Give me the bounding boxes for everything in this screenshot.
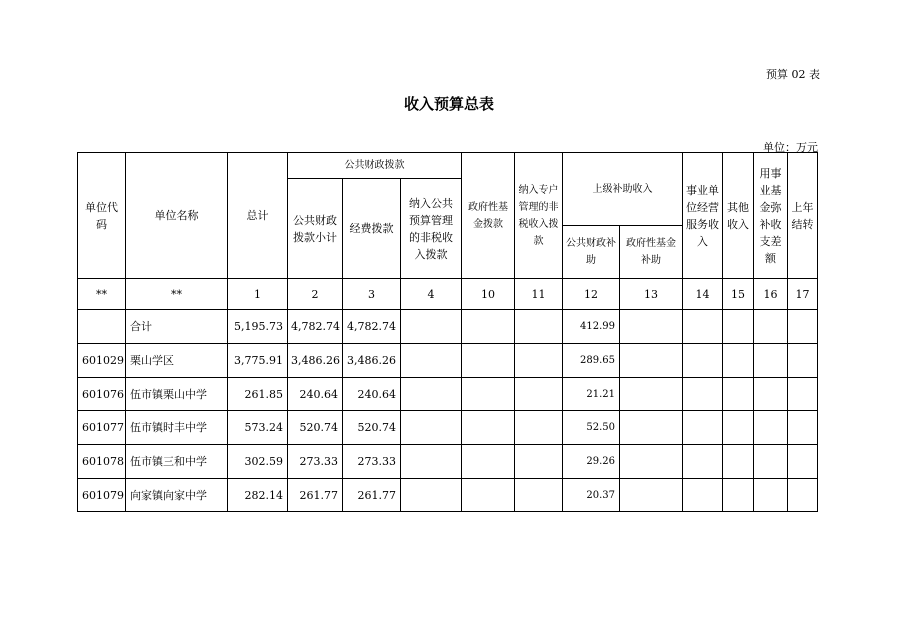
cell-service-income (683, 411, 723, 445)
index-cell: ** (126, 279, 228, 310)
cell-name: 伍市镇三和中学 (126, 445, 228, 479)
cell-carryover (788, 378, 818, 411)
table-row (78, 479, 818, 512)
cell-name: 栗山学区 (126, 344, 228, 378)
cell-name: 向家镇向家中学 (126, 479, 228, 512)
cell-upper-public: 21.21 (563, 378, 620, 411)
index-cell: 13 (620, 279, 683, 310)
cell-other-income (723, 344, 754, 378)
index-cell: 11 (515, 279, 563, 310)
cell-fund-balance (754, 479, 788, 512)
header-unit-name: 单位名称 (126, 153, 228, 279)
index-cell: 10 (462, 279, 515, 310)
cell-upper-gov-fund (620, 378, 683, 411)
cell-upper-gov-fund (620, 344, 683, 378)
cell-code (78, 310, 126, 344)
cell-gov-fund (462, 479, 515, 512)
cell-total: 3,775.91 (228, 344, 288, 378)
cell-code: 601078 (78, 445, 126, 479)
income-budget-table (77, 152, 818, 512)
cell-gov-fund (462, 445, 515, 479)
header-public-finance: 公共财政拨款 (288, 153, 462, 179)
index-cell: 15 (723, 279, 754, 310)
header-upper-subsidy: 上级补助收入 (563, 153, 683, 226)
cell-non-tax (401, 445, 462, 479)
cell-special-non-tax (515, 378, 563, 411)
cell-name: 合计 (126, 310, 228, 344)
form-number: 预算 02 表 (766, 68, 820, 81)
page-title: 收入预算总表 (403, 95, 494, 113)
unit-label: 单位：万元 (763, 141, 818, 154)
index-cell: 2 (288, 279, 343, 310)
table-row (78, 445, 818, 479)
cell-code: 601079 (78, 479, 126, 512)
cell-special-non-tax (515, 445, 563, 479)
cell-non-tax (401, 344, 462, 378)
cell-operating: 4,782.74 (343, 310, 401, 344)
cell-upper-gov-fund (620, 445, 683, 479)
cell-carryover (788, 411, 818, 445)
cell-name: 伍市镇栗山中学 (126, 378, 228, 411)
cell-operating: 240.64 (343, 378, 401, 411)
header-unit-code: 单位代码 (78, 153, 126, 279)
cell-upper-gov-fund (620, 479, 683, 512)
cell-other-income (723, 411, 754, 445)
cell-carryover (788, 479, 818, 512)
cell-other-income (723, 378, 754, 411)
header-other-income: 其他收入 (723, 153, 754, 279)
cell-fund-balance (754, 445, 788, 479)
index-row (78, 279, 818, 310)
cell-gov-fund (462, 310, 515, 344)
header-upper-public-finance: 公共财政补助 (563, 226, 620, 279)
cell-subtotal: 273.33 (288, 445, 343, 479)
cell-other-income (723, 445, 754, 479)
cell-subtotal: 240.64 (288, 378, 343, 411)
cell-code: 601076 (78, 378, 126, 411)
table-row (78, 378, 818, 411)
table-row (78, 411, 818, 445)
cell-upper-public: 29.26 (563, 445, 620, 479)
cell-gov-fund (462, 411, 515, 445)
cell-upper-gov-fund (620, 310, 683, 344)
header-non-tax: 纳入公共预算管理的非税收入拨款 (401, 179, 462, 279)
cell-special-non-tax (515, 310, 563, 344)
cell-total: 302.59 (228, 445, 288, 479)
cell-fund-balance (754, 411, 788, 445)
cell-service-income (683, 310, 723, 344)
header-operating-funds: 经费拨款 (343, 179, 401, 279)
cell-operating: 273.33 (343, 445, 401, 479)
cell-gov-fund (462, 378, 515, 411)
cell-other-income (723, 479, 754, 512)
cell-subtotal: 3,486.26 (288, 344, 343, 378)
cell-non-tax (401, 310, 462, 344)
cell-total: 282.14 (228, 479, 288, 512)
cell-code: 601029 (78, 344, 126, 378)
index-cell: 12 (563, 279, 620, 310)
cell-name: 伍市镇时丰中学 (126, 411, 228, 445)
header-upper-gov-fund: 政府性基金补助 (620, 226, 683, 279)
index-cell: 14 (683, 279, 723, 310)
cell-total: 261.85 (228, 378, 288, 411)
cell-carryover (788, 445, 818, 479)
cell-upper-public: 289.65 (563, 344, 620, 378)
index-cell: 4 (401, 279, 462, 310)
cell-subtotal: 4,782.74 (288, 310, 343, 344)
cell-fund-balance (754, 378, 788, 411)
cell-service-income (683, 344, 723, 378)
table-row (78, 344, 818, 378)
cell-subtotal: 520.74 (288, 411, 343, 445)
cell-upper-public: 412.99 (563, 310, 620, 344)
header-gov-fund: 政府性基金拨款 (462, 153, 515, 279)
cell-non-tax (401, 479, 462, 512)
header-special-non-tax: 纳入专户管理的非税收入拨款 (515, 153, 563, 279)
cell-special-non-tax (515, 411, 563, 445)
cell-total: 573.24 (228, 411, 288, 445)
cell-non-tax (401, 378, 462, 411)
header-carryover: 上年结转 (788, 153, 818, 279)
cell-fund-balance (754, 344, 788, 378)
cell-carryover (788, 310, 818, 344)
header-fund-balance: 用事业基金弥补收支差额 (754, 153, 788, 279)
cell-subtotal: 261.77 (288, 479, 343, 512)
cell-code: 601077 (78, 411, 126, 445)
cell-other-income (723, 310, 754, 344)
index-cell: ** (78, 279, 126, 310)
cell-operating: 261.77 (343, 479, 401, 512)
index-cell: 1 (228, 279, 288, 310)
cell-gov-fund (462, 344, 515, 378)
table-row (78, 310, 818, 344)
cell-fund-balance (754, 310, 788, 344)
cell-upper-public: 52.50 (563, 411, 620, 445)
header-total: 总计 (228, 153, 288, 279)
header-service-income: 事业单位经营服务收入 (683, 153, 723, 279)
cell-operating: 520.74 (343, 411, 401, 445)
cell-special-non-tax (515, 479, 563, 512)
cell-non-tax (401, 411, 462, 445)
cell-upper-gov-fund (620, 411, 683, 445)
index-cell: 16 (754, 279, 788, 310)
cell-service-income (683, 445, 723, 479)
cell-upper-public: 20.37 (563, 479, 620, 512)
cell-special-non-tax (515, 344, 563, 378)
cell-carryover (788, 344, 818, 378)
cell-operating: 3,486.26 (343, 344, 401, 378)
cell-service-income (683, 479, 723, 512)
index-cell: 17 (788, 279, 818, 310)
index-cell: 3 (343, 279, 401, 310)
header-public-finance-subtotal: 公共财政拨款小计 (288, 179, 343, 279)
cell-service-income (683, 378, 723, 411)
cell-total: 5,195.73 (228, 310, 288, 344)
